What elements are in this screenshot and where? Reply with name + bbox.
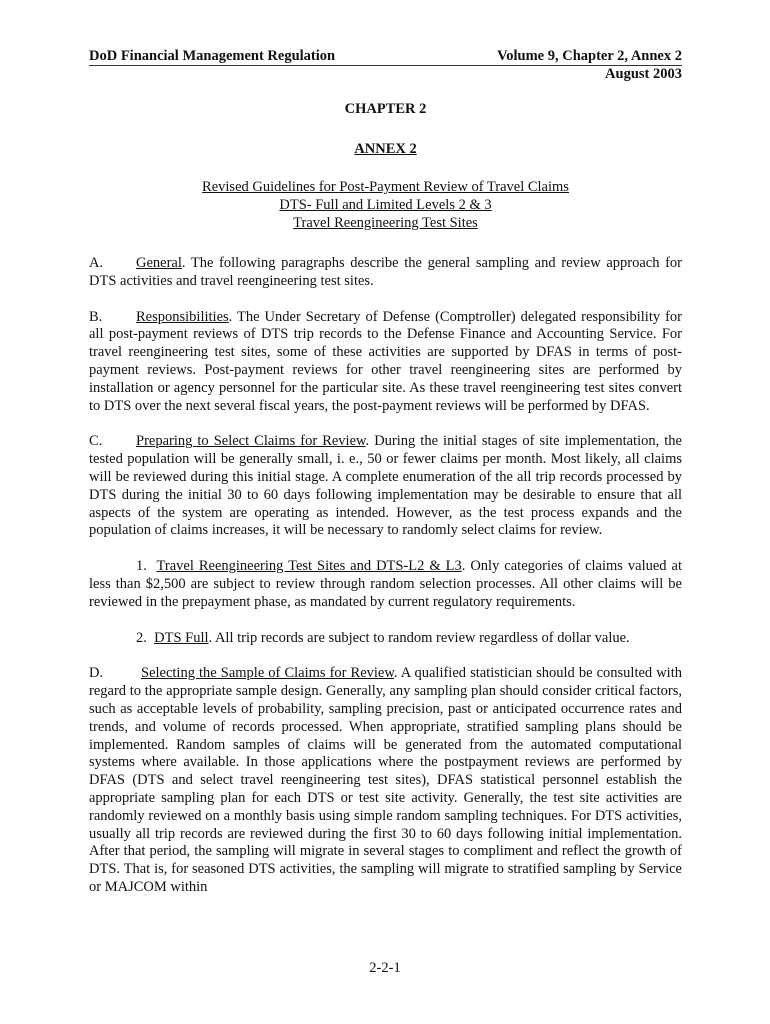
section-d-letter: D. — [89, 665, 104, 682]
section-b-responsibilities — [89, 309, 682, 416]
title-line-1: Revised Guidelines for Post-Payment Review of Travel Claims — [202, 179, 569, 195]
chapter-heading: CHAPTER 2 — [344, 101, 427, 117]
running-header — [89, 45, 682, 91]
section-c2-number: 2. — [136, 629, 147, 646]
section-c1-number: 1. — [136, 558, 147, 575]
header-regulation-title: DoD Financial Management Regulation — [89, 48, 336, 64]
page-number: 2-2-1 — [369, 960, 401, 976]
section-b-text: . The Under Secretary of Defense (Comptroller) delegated responsibility for all post-payment reviews of DTS trip records to the Defense Finance and Accounting Service. For travel reengineering test sites, some of these activities are supported by DFAS in terms of post-payment reviews. Post-payment reviews for other travel reengineering sites are performed by installation or agency personnel for the particular site. As these travel reengineering test sites convert to DTS over the next several fiscal years, the post-payment reviews will be performed by DFAS. — [89, 308, 682, 414]
section-c-letter: C. — [89, 433, 103, 450]
section-c-preparing — [89, 433, 682, 540]
section-a-heading: General — [136, 255, 182, 271]
annex-heading: ANNEX 2 — [354, 141, 417, 157]
header-volume-chapter: Volume 9, Chapter 2, Annex 2 — [497, 48, 682, 64]
section-c1-heading: Travel Reengineering Test Sites and DTS-L2 & L3 — [156, 558, 462, 575]
section-c2-dts-full — [89, 630, 682, 648]
section-b-heading: Responsibilities — [136, 308, 229, 325]
header-rule — [89, 65, 682, 66]
title-line-2: DTS- Full and Limited Levels 2 & 3 — [279, 197, 492, 213]
section-a-general — [89, 255, 682, 291]
header-date: August 2003 — [605, 66, 682, 82]
section-c2-text: . All trip records are subject to random review regardless of dollar value. — [208, 629, 630, 646]
section-c1-test-sites — [89, 558, 682, 611]
section-c2-heading: DTS Full — [154, 629, 209, 646]
section-d-heading: Selecting the Sample of Claims for Review — [141, 665, 394, 682]
section-b-letter: B. — [89, 308, 103, 325]
section-c-heading: Preparing to Select Claims for Review — [136, 433, 366, 450]
section-c1-text: . Only categories of claims valued at less than $2,500 are subject to review through random selection processes. All other claims will be reviewed in the prepayment phase, as mandated by current regulatory requirements. — [89, 558, 682, 610]
section-d-text: . A qualified statistician should be consulted with regard to the appropriate sample design. Generally, any sampling plan should consider critical factors, such as acceptable levels of probability, sampling precision, past or anticipated occurrence rates and trends, and volume of records processed. When appropriate, stratified sampling plans should be implemented. Random samples of claims will be generated from the automated computational systems where available. In those applications where the postpayment reviews are performed by DFAS (DTS and select travel reengineering test sites), DFAS statistical personnel establish the appropriate sampling plan for each DTS or test site activity. Generally, the test site activities are randomly reviewed on a monthly basis using simple random sampling techniques. For DTS activities, usually all trip records are reviewed during the first 30 to 60 days following initial implementation. After that period, the sampling will migrate in several stages to compliment and reflect the growth of DTS. That is, for seasoned DTS activities, the sampling will migrate to stratified sampling by Service or MAJCOM within — [89, 665, 682, 895]
document-titles — [89, 178, 682, 232]
title-line-3: Travel Reengineering Test Sites — [293, 215, 478, 231]
section-c-text: . During the initial stages of site implementation, the tested population will be generally small, i. e., 50 or fewer claims per month. Most likely, all claims will be reviewed during this initial stage. A complete enumeration of the all trip records processed by DTS during the initial 30 to 60 days following implementation may be desirable to ensure that all aspects of the system are operating as intended. However, as the test process expands and the population of claims increases, it will be necessary to randomly select claims for review. — [89, 433, 682, 539]
section-d-selecting-sample — [89, 665, 682, 896]
section-a-letter: A. — [89, 255, 104, 271]
section-a-text: . The following paragraphs describe the general sampling and review approach for DTS activities and travel reengineering test sites. — [89, 255, 682, 289]
